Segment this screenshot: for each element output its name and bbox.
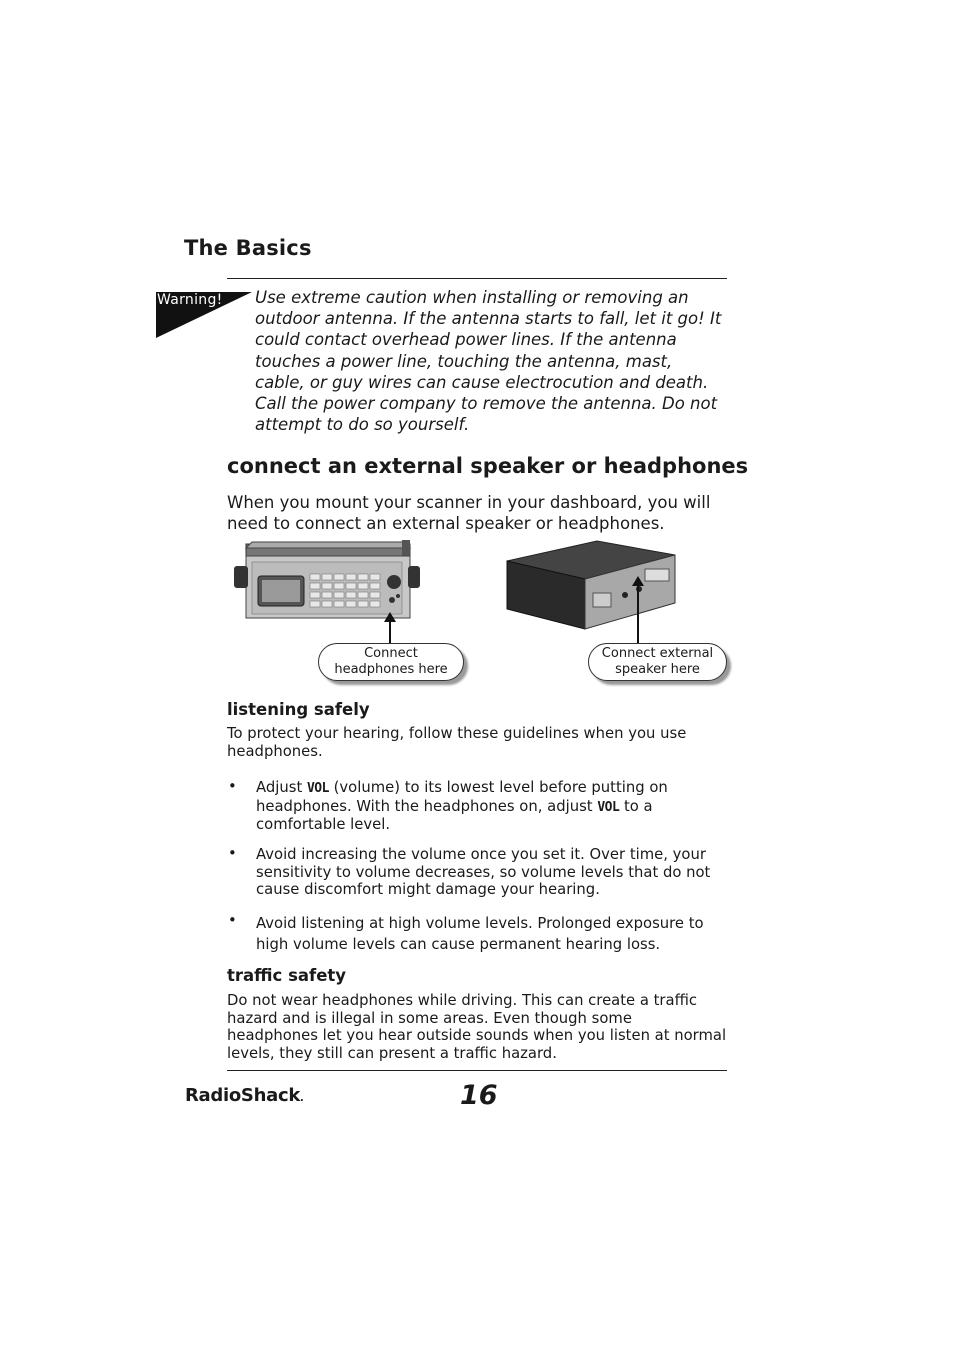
callout-headphones-line2: headphones here <box>334 662 448 677</box>
header-rule <box>227 278 727 279</box>
footer-rule <box>227 1070 727 1071</box>
listening-heading: listening safely <box>227 700 370 719</box>
bullet-2-dot: • <box>228 845 237 862</box>
radioshack-logo <box>185 1085 304 1106</box>
callout-headphones <box>318 643 464 681</box>
vol-key-label: VOL <box>597 799 620 815</box>
callout-speaker-line1: Connect external <box>601 646 714 661</box>
warning-label: Warning! <box>157 292 223 308</box>
callout-headphones-line1: Connect <box>364 646 418 661</box>
speaker-leader-line <box>637 582 639 644</box>
speaker-arrow-icon <box>632 576 644 586</box>
connect-intro: When you mount your scanner in your dashboard, you will need to connect an external speaker or headphones. <box>227 493 711 533</box>
bullet-3: Avoid listening at high volume levels. Prolonged exposure to high volume levels can cause permanent hearing loss. <box>256 915 704 953</box>
bullet-1 <box>256 779 716 834</box>
callout-speaker-line2: speaker here <box>615 662 700 677</box>
listening-intro: To protect your hearing, follow these guidelines when you use headphones. <box>227 725 687 760</box>
connect-heading: connect an external speaker or headphones <box>227 454 749 478</box>
bullet-1-part-b: (volume) to its lowest level before putting on headphones. With the headphones on, adjust <box>256 779 668 815</box>
page-number: 16 <box>460 1080 498 1111</box>
logo-dot: . <box>300 1093 304 1104</box>
traffic-heading: traffic safety <box>227 966 347 985</box>
callout-speaker <box>588 643 727 681</box>
traffic-text: Do not wear headphones while driving. This can create a traffic hazard and is illegal in some areas. Even though some headphones let you hear outside sounds when you listen at normal levels, they still can present a traffic hazard. <box>227 992 727 1062</box>
bullet-1-dot: • <box>228 778 237 795</box>
headphones-arrow-icon <box>384 612 396 622</box>
scanner-back-image <box>505 539 677 631</box>
bullet-1-part-a: Adjust <box>256 779 307 796</box>
vol-key-label: VOL <box>306 781 329 796</box>
scanner-front-image <box>232 538 422 620</box>
section-title: The Basics <box>184 236 312 260</box>
bullet-3-dot: • <box>228 912 237 929</box>
bullet-2: Avoid increasing the volume once you set it. Over time, your sensitivity to volume decreases, so volume levels that do not cause discomfort might damage your hearing. <box>256 846 711 899</box>
warning-text: Use extreme caution when installing or removing an outdoor antenna. If the antenna starts to fall, let it go! It could contact overhead power lines. If the antenna touches a power line, touching the antenna, mast, cable, or guy wires can cause electrocution and death. Call the power company to remove the antenna. Do not attempt to do so yourself. <box>255 288 722 435</box>
bullet-1-part-c: to a comfortable level. <box>256 797 653 834</box>
logo-text: RadioShack <box>185 1085 300 1106</box>
